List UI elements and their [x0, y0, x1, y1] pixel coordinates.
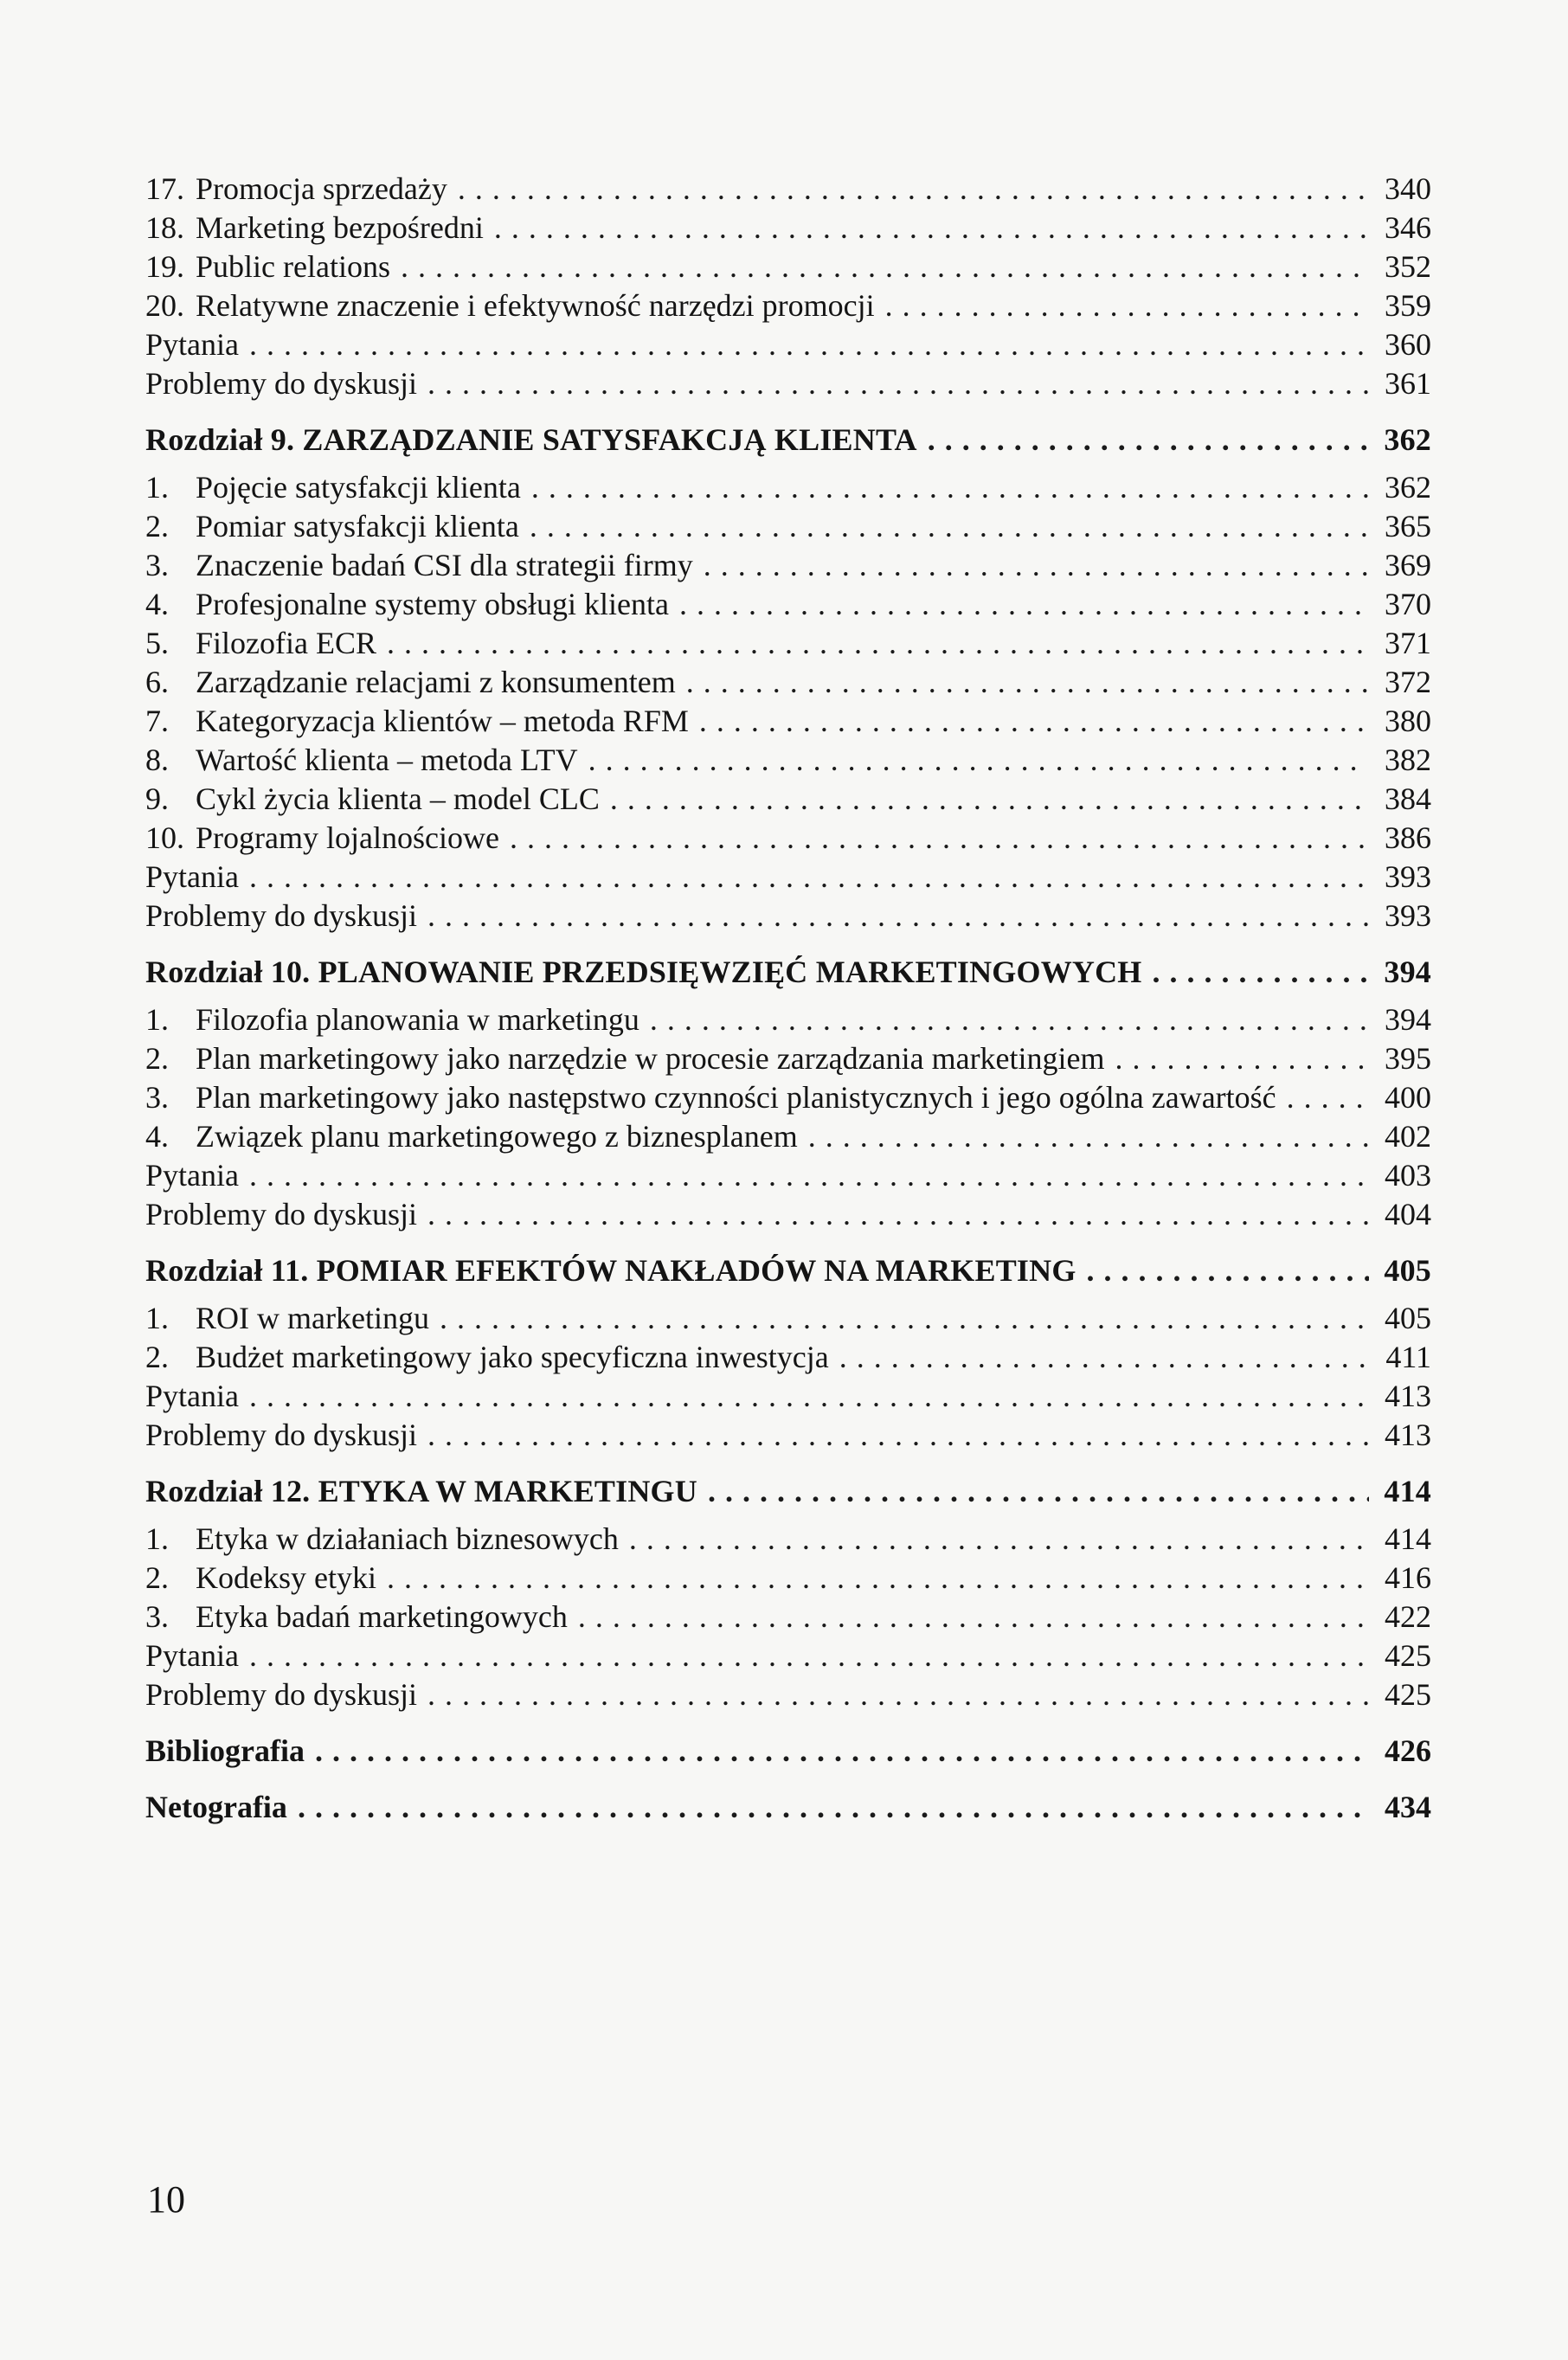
toc-page-number: 426	[1385, 1733, 1431, 1768]
toc-entry-title: Pytania	[145, 327, 239, 362]
toc-entry-number: 3.	[145, 548, 169, 582]
toc-entry-label	[145, 624, 376, 663]
toc-entry-label	[145, 1117, 798, 1156]
toc-entry-title: Profesjonalne systemy obsługi klienta	[196, 587, 669, 621]
toc-entry-label	[145, 1078, 1276, 1117]
dot-leader	[249, 858, 1369, 897]
toc-entry-number: 4.	[145, 587, 169, 621]
toc-entry-label	[145, 1598, 568, 1637]
toc-entry	[145, 1000, 1431, 1039]
toc-entry	[145, 897, 1431, 936]
toc-page-number: 352	[1385, 249, 1431, 284]
toc-entry-title: Pomiar satysfakcji klienta	[196, 509, 519, 543]
toc-page-number: 362	[1385, 470, 1431, 505]
toc-entry-number: 1.	[145, 1521, 169, 1556]
chapter-title: Rozdział 9. ZARZĄDZANIE SATYSFAKCJĄ KLIENTA	[145, 422, 917, 457]
dot-leader	[401, 248, 1369, 286]
toc-entry-title: Kodeksy etyki	[196, 1560, 376, 1595]
toc-entry	[145, 1637, 1431, 1675]
toc-page-number: 404	[1385, 1197, 1431, 1231]
toc-entry-number: 9.	[145, 781, 169, 816]
toc-entry-label	[145, 858, 239, 897]
chapter-heading	[145, 1472, 1431, 1511]
toc-entry-label	[145, 1195, 417, 1234]
dot-leader	[249, 1637, 1369, 1675]
toc-entry-title: Plan marketingowy jako następstwo czynności planistycznych i jego ogólna zawartość	[196, 1080, 1276, 1115]
toc-entry-number: 2.	[145, 509, 169, 543]
toc-entry-title: Kategoryzacja klientów – metoda RFM	[196, 704, 689, 738]
chapter-heading	[145, 421, 1431, 460]
toc-entry-label	[145, 1416, 417, 1455]
toc-entry-number: 8.	[145, 743, 169, 777]
toc-entry	[145, 507, 1431, 546]
toc-entry-title: Etyka badań marketingowych	[196, 1599, 568, 1634]
toc-entry	[145, 1195, 1431, 1234]
toc-entry-title: Promocja sprzedaży	[196, 171, 447, 206]
toc-entry-title: Etyka w działaniach biznesowych	[196, 1521, 619, 1556]
toc-entry	[145, 1598, 1431, 1637]
toc-entry	[145, 364, 1431, 403]
toc-entry-title: Public relations	[196, 249, 390, 284]
toc-entry-label	[145, 507, 519, 546]
toc-page-number: 380	[1385, 704, 1431, 738]
chapter-title: Rozdział 10. PLANOWANIE PRZEDSIĘWZIĘĆ MARKETINGOWYCH	[145, 955, 1142, 989]
toc-entry-title: Budżet marketingowy jako specyficzna inwestycja	[196, 1340, 829, 1374]
toc-page-number: 394	[1384, 955, 1431, 989]
toc-page-number: 369	[1385, 548, 1431, 582]
toc-entry-label	[145, 1338, 829, 1377]
toc-entry-number: 6.	[145, 665, 169, 699]
toc-entry	[145, 1416, 1431, 1455]
toc-entry	[145, 170, 1431, 209]
toc-entry-label	[145, 741, 578, 780]
dot-leader	[1287, 1078, 1369, 1117]
toc-entry	[145, 1520, 1431, 1559]
toc-end-entry	[145, 1788, 1431, 1827]
toc-entry-title: Związek planu marketingowego z biznesplanem	[196, 1119, 798, 1154]
chapter-title: Rozdział 12. ETYKA W MARKETINGU	[145, 1474, 697, 1508]
toc-entry-label	[145, 286, 875, 325]
toc-entry-label	[145, 1000, 639, 1039]
dot-leader	[679, 585, 1369, 624]
page-number: 10	[147, 2178, 185, 2221]
toc-entry-title: Cykl życia klienta – model CLC	[196, 781, 600, 816]
toc-entry-title: Relatywne znaczenie i efektywność narzędzi promocji	[196, 288, 875, 323]
toc-page-number: 422	[1385, 1599, 1431, 1634]
toc-entry	[145, 286, 1431, 325]
toc-entry	[145, 1377, 1431, 1416]
toc-entry-title: Pytania	[145, 1158, 239, 1193]
dot-leader	[249, 325, 1369, 364]
dot-leader	[839, 1338, 1369, 1377]
toc-page-number: 395	[1385, 1041, 1431, 1076]
toc-entry-title: Pytania	[145, 859, 239, 894]
toc-entry	[145, 624, 1431, 663]
dot-leader	[1153, 953, 1369, 992]
toc-page-number: 402	[1385, 1119, 1431, 1154]
toc-entry	[145, 468, 1431, 507]
toc-entry-number: 1.	[145, 1301, 169, 1335]
toc-entry-title: Marketing bezpośredni	[196, 210, 484, 245]
toc-entry-title: Pojęcie satysfakcji klienta	[196, 470, 521, 505]
toc-entry-title: Zarządzanie relacjami z konsumentem	[196, 665, 676, 699]
toc-entry-number: 20.	[145, 288, 184, 323]
toc-page-number: 405	[1384, 1253, 1431, 1288]
toc-entry	[145, 858, 1431, 897]
toc-entry	[145, 1117, 1431, 1156]
toc-page-number: 362	[1384, 422, 1431, 457]
dot-leader	[578, 1598, 1369, 1637]
toc-entry-number: 1.	[145, 470, 169, 505]
toc-entry-title: Problemy do dyskusji	[145, 898, 418, 933]
dot-leader	[650, 1000, 1369, 1039]
toc-page-number: 414	[1385, 1521, 1431, 1556]
dot-leader	[315, 1732, 1369, 1771]
toc-page-number: 372	[1385, 665, 1431, 699]
toc-entry-label	[145, 1675, 417, 1714]
toc-entry-label	[145, 1377, 239, 1416]
toc-page-number: 384	[1385, 781, 1431, 816]
toc-page-number: 382	[1385, 743, 1431, 777]
toc-entry	[145, 1675, 1431, 1714]
toc-page-number: 360	[1385, 327, 1431, 362]
toc-end-entry-label	[145, 1732, 305, 1771]
toc-entry-title: ROI w marketingu	[196, 1301, 429, 1335]
toc-entry	[145, 209, 1431, 248]
table-of-contents	[145, 170, 1431, 1836]
toc-entry	[145, 248, 1431, 286]
dot-leader	[427, 1416, 1369, 1455]
chapter-heading-label	[145, 1472, 697, 1511]
toc-entry-number: 2.	[145, 1560, 169, 1595]
toc-entry	[145, 780, 1431, 819]
toc-entry-title: Problemy do dyskusji	[145, 1197, 418, 1231]
toc-entry-label	[145, 663, 676, 702]
toc-entry-title: Filozofia planowania w marketingu	[196, 1002, 639, 1037]
toc-page-number: 434	[1385, 1790, 1431, 1824]
dot-leader	[704, 546, 1369, 585]
toc-entry-label	[145, 1039, 1105, 1078]
dot-leader	[298, 1788, 1369, 1827]
toc-entry-label	[145, 702, 689, 741]
dot-leader	[610, 780, 1369, 819]
toc-entry-label	[145, 209, 484, 248]
toc-entry-title: Pytania	[145, 1638, 239, 1673]
toc-entry	[145, 702, 1431, 741]
dot-leader	[629, 1520, 1369, 1559]
toc-entry-number: 3.	[145, 1080, 169, 1115]
toc-entry-label	[145, 819, 499, 858]
toc-page-number: 425	[1385, 1638, 1431, 1673]
dot-leader	[588, 741, 1369, 780]
dot-leader	[686, 663, 1369, 702]
toc-page-number: 416	[1385, 1560, 1431, 1595]
toc-entry	[145, 819, 1431, 858]
toc-page-number: 346	[1385, 210, 1431, 245]
toc-entry-label	[145, 170, 447, 209]
dot-leader	[427, 897, 1369, 936]
dot-leader	[1115, 1039, 1369, 1078]
toc-page-number: 370	[1385, 587, 1431, 621]
toc-page-number: 413	[1385, 1379, 1431, 1413]
toc-entry-number: 3.	[145, 1599, 169, 1634]
toc-entry-label	[145, 1520, 619, 1559]
toc-entry-number: 17.	[145, 171, 184, 206]
chapter-heading	[145, 953, 1431, 992]
toc-entry-number: 19.	[145, 249, 184, 284]
toc-entry-number: 18.	[145, 210, 184, 245]
toc-page-number: 414	[1384, 1474, 1431, 1508]
dot-leader	[531, 468, 1369, 507]
toc-entry-number: 7.	[145, 704, 169, 738]
toc-entry-title: Wartość klienta – metoda LTV	[196, 743, 578, 777]
chapter-heading	[145, 1251, 1431, 1290]
dot-leader	[708, 1472, 1369, 1511]
toc-page-number: 393	[1385, 859, 1431, 894]
toc-entry-title: Znaczenie badań CSI dla strategii firmy	[196, 548, 693, 582]
toc-entry-title: Pytania	[145, 1379, 239, 1413]
dot-leader	[387, 624, 1369, 663]
toc-entry-label	[145, 468, 521, 507]
toc-entry-title: Plan marketingowy jako narzędzie w procesie zarządzania marketingiem	[196, 1041, 1105, 1076]
dot-leader	[249, 1377, 1369, 1416]
dot-leader	[427, 1195, 1369, 1234]
toc-entry-title: Problemy do dyskusji	[145, 1418, 418, 1452]
toc-entry-title: Filozofia ECR	[196, 626, 376, 660]
toc-page-number: 359	[1385, 288, 1431, 323]
toc-page-number: 411	[1385, 1340, 1431, 1374]
toc-end-entry-label	[145, 1788, 287, 1827]
dot-leader	[249, 1156, 1369, 1195]
dot-leader	[530, 507, 1369, 546]
toc-page-number: 361	[1385, 366, 1431, 401]
toc-entry-label	[145, 1559, 376, 1598]
toc-entry-label	[145, 364, 417, 403]
toc-end-entry	[145, 1732, 1431, 1771]
toc-entry-label	[145, 325, 239, 364]
toc-page-number: 394	[1385, 1002, 1431, 1037]
dot-leader	[494, 209, 1369, 248]
toc-page-number: 365	[1385, 509, 1431, 543]
chapter-title: Rozdział 11. POMIAR EFEKTÓW NAKŁADÓW NA MARKETING	[145, 1253, 1076, 1288]
toc-entry	[145, 741, 1431, 780]
chapter-heading-label	[145, 953, 1142, 992]
toc-page-number: 393	[1385, 898, 1431, 933]
toc-end-entry-title: Netografia	[145, 1790, 287, 1824]
toc-entry	[145, 325, 1431, 364]
toc-entry-number: 2.	[145, 1340, 169, 1374]
dot-leader	[427, 364, 1369, 403]
toc-entry-label	[145, 248, 390, 286]
toc-entry-label	[145, 1637, 239, 1675]
toc-entry-number: 4.	[145, 1119, 169, 1154]
toc-entry	[145, 1559, 1431, 1598]
dot-leader	[510, 819, 1369, 858]
dot-leader	[699, 702, 1369, 741]
toc-page-number: 413	[1385, 1418, 1431, 1452]
dot-leader	[885, 286, 1369, 325]
toc-entry	[145, 1338, 1431, 1377]
toc-entry-title: Programy lojalnościowe	[196, 820, 499, 855]
dot-leader	[928, 421, 1369, 460]
chapter-heading-label	[145, 421, 917, 460]
toc-entry-label	[145, 546, 693, 585]
toc-entry-number: 2.	[145, 1041, 169, 1076]
chapter-heading-label	[145, 1251, 1076, 1290]
toc-entry-title: Problemy do dyskusji	[145, 366, 418, 401]
toc-end-entry-title: Bibliografia	[145, 1733, 305, 1768]
toc-page-number: 425	[1385, 1677, 1431, 1712]
toc-entry	[145, 546, 1431, 585]
toc-page-number: 405	[1385, 1301, 1431, 1335]
toc-entry	[145, 663, 1431, 702]
toc-page-number: 371	[1385, 626, 1431, 660]
dot-leader	[808, 1117, 1369, 1156]
toc-page-number: 386	[1385, 820, 1431, 855]
toc-entry-label	[145, 1299, 429, 1338]
toc-page-number: 400	[1385, 1080, 1431, 1115]
dot-leader	[387, 1559, 1369, 1598]
toc-page-number: 403	[1385, 1158, 1431, 1193]
toc-entry-label	[145, 1156, 239, 1195]
toc-page-number: 340	[1385, 171, 1431, 206]
toc-entry	[145, 1156, 1431, 1195]
toc-entry-label	[145, 897, 417, 936]
toc-entry-number: 1.	[145, 1002, 169, 1037]
toc-entry-label	[145, 585, 669, 624]
toc-entry-number: 5.	[145, 626, 169, 660]
toc-entry	[145, 1039, 1431, 1078]
toc-entry	[145, 585, 1431, 624]
toc-entry-label	[145, 780, 600, 819]
dot-leader	[427, 1675, 1369, 1714]
toc-entry-number: 10.	[145, 820, 184, 855]
toc-entry-title: Problemy do dyskusji	[145, 1677, 418, 1712]
toc-entry	[145, 1299, 1431, 1338]
dot-leader	[440, 1299, 1369, 1338]
dot-leader	[458, 170, 1369, 209]
toc-entry	[145, 1078, 1431, 1117]
dot-leader	[1087, 1251, 1369, 1290]
